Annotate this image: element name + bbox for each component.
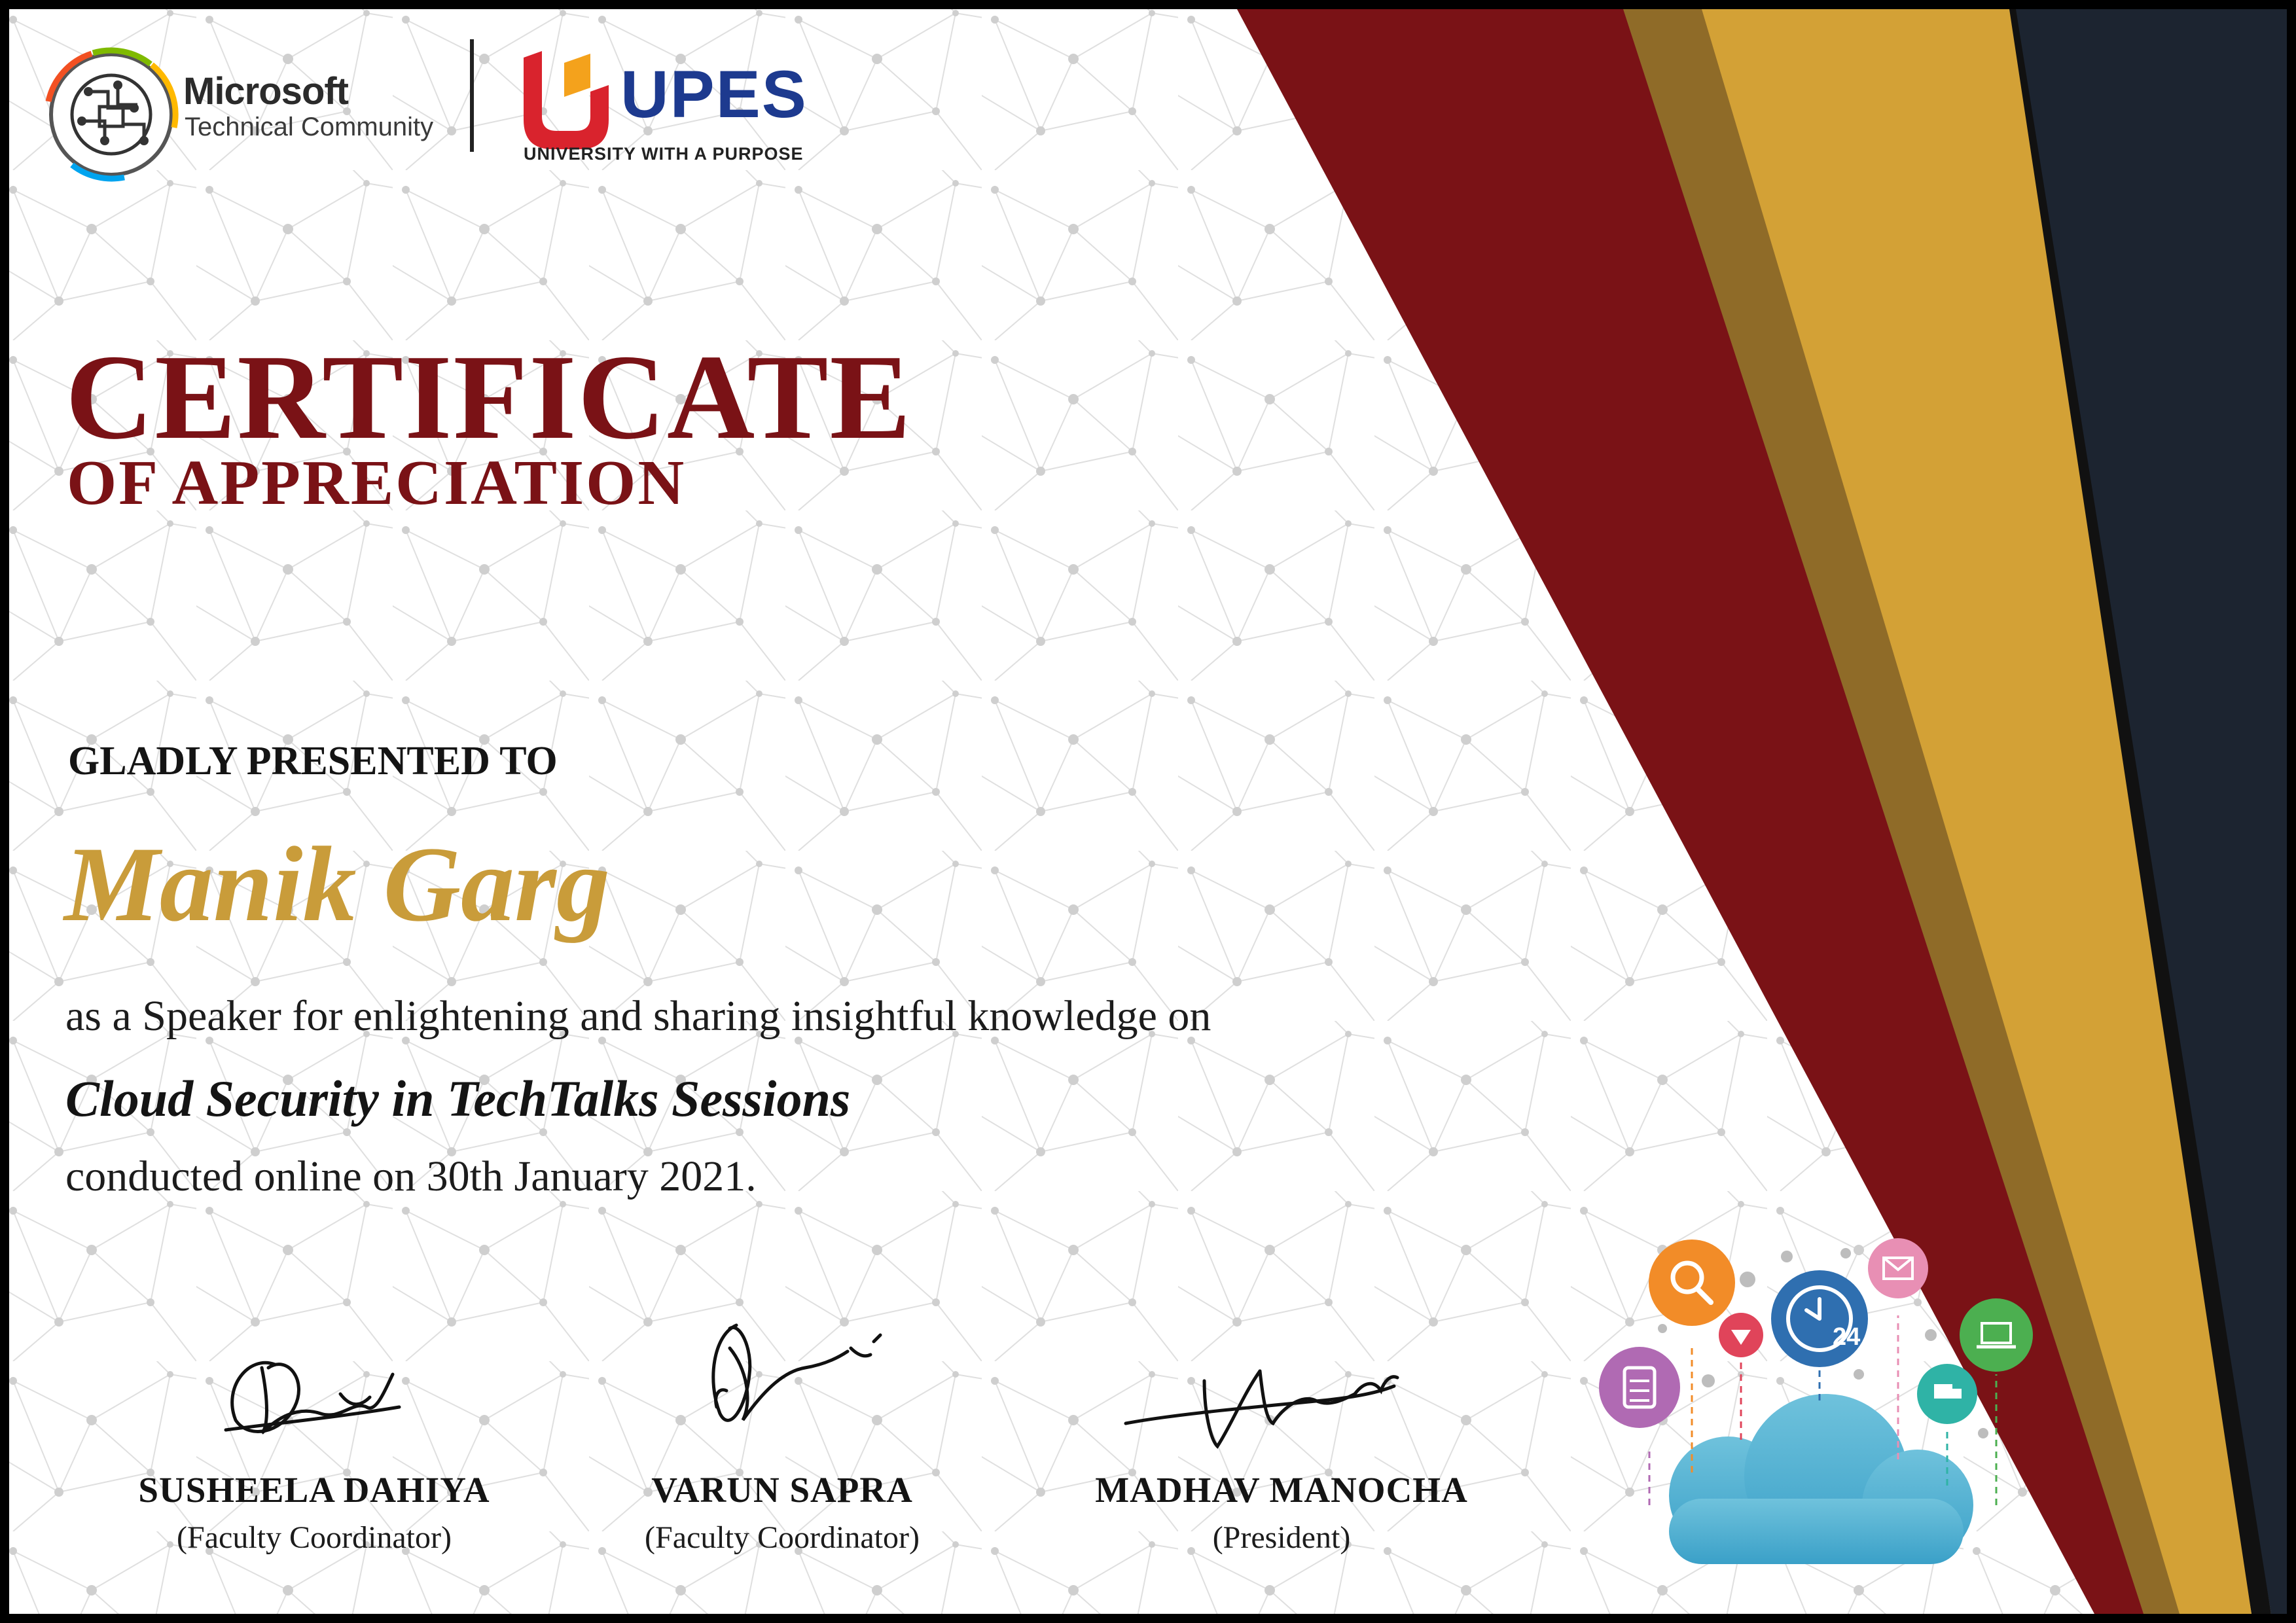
laptop-icon [1960, 1298, 2033, 1372]
svg-text:24: 24 [1833, 1323, 1861, 1351]
app-icon-calculator [1599, 1347, 1680, 1428]
recipient-name: Manik Garg [64, 825, 610, 944]
session-topic: Cloud Security in TechTalks Sessions [65, 1070, 851, 1127]
date-line: conducted online on 30th January 2021. [65, 1152, 757, 1200]
signatory-role: (President) [1212, 1520, 1351, 1555]
logo-divider [470, 39, 474, 152]
signatory-name: VARUN SAPRA [651, 1470, 913, 1510]
mail-icon [1868, 1238, 1928, 1298]
microsoft-subtitle: Technical Community [185, 113, 434, 141]
certificate-title: CERTIFICATE [65, 330, 912, 465]
diamond-icon [1719, 1313, 1763, 1357]
signatory-name: SUSHEELA DAHIYA [138, 1470, 490, 1510]
presented-label: GLADLY PRESENTED TO [68, 739, 558, 783]
search-icon [1649, 1240, 1735, 1326]
signatory-role: (Faculty Coordinator) [645, 1520, 920, 1555]
upes-name: UPES [620, 57, 808, 132]
delivery-icon [1917, 1364, 1977, 1424]
clock-24-icon [1771, 1270, 1868, 1367]
description-line: as a Speaker for enlightening and sharing insightful knowledge on [65, 992, 1211, 1040]
certificate-subtitle: OF APPRECIATION [67, 448, 687, 518]
signatory-name: MADHAV MANOCHA [1095, 1470, 1468, 1510]
signatory-role: (Faculty Coordinator) [177, 1520, 452, 1555]
upes-tagline: UNIVERSITY WITH A PURPOSE [524, 144, 804, 164]
microsoft-name: Microsoft [183, 70, 348, 113]
